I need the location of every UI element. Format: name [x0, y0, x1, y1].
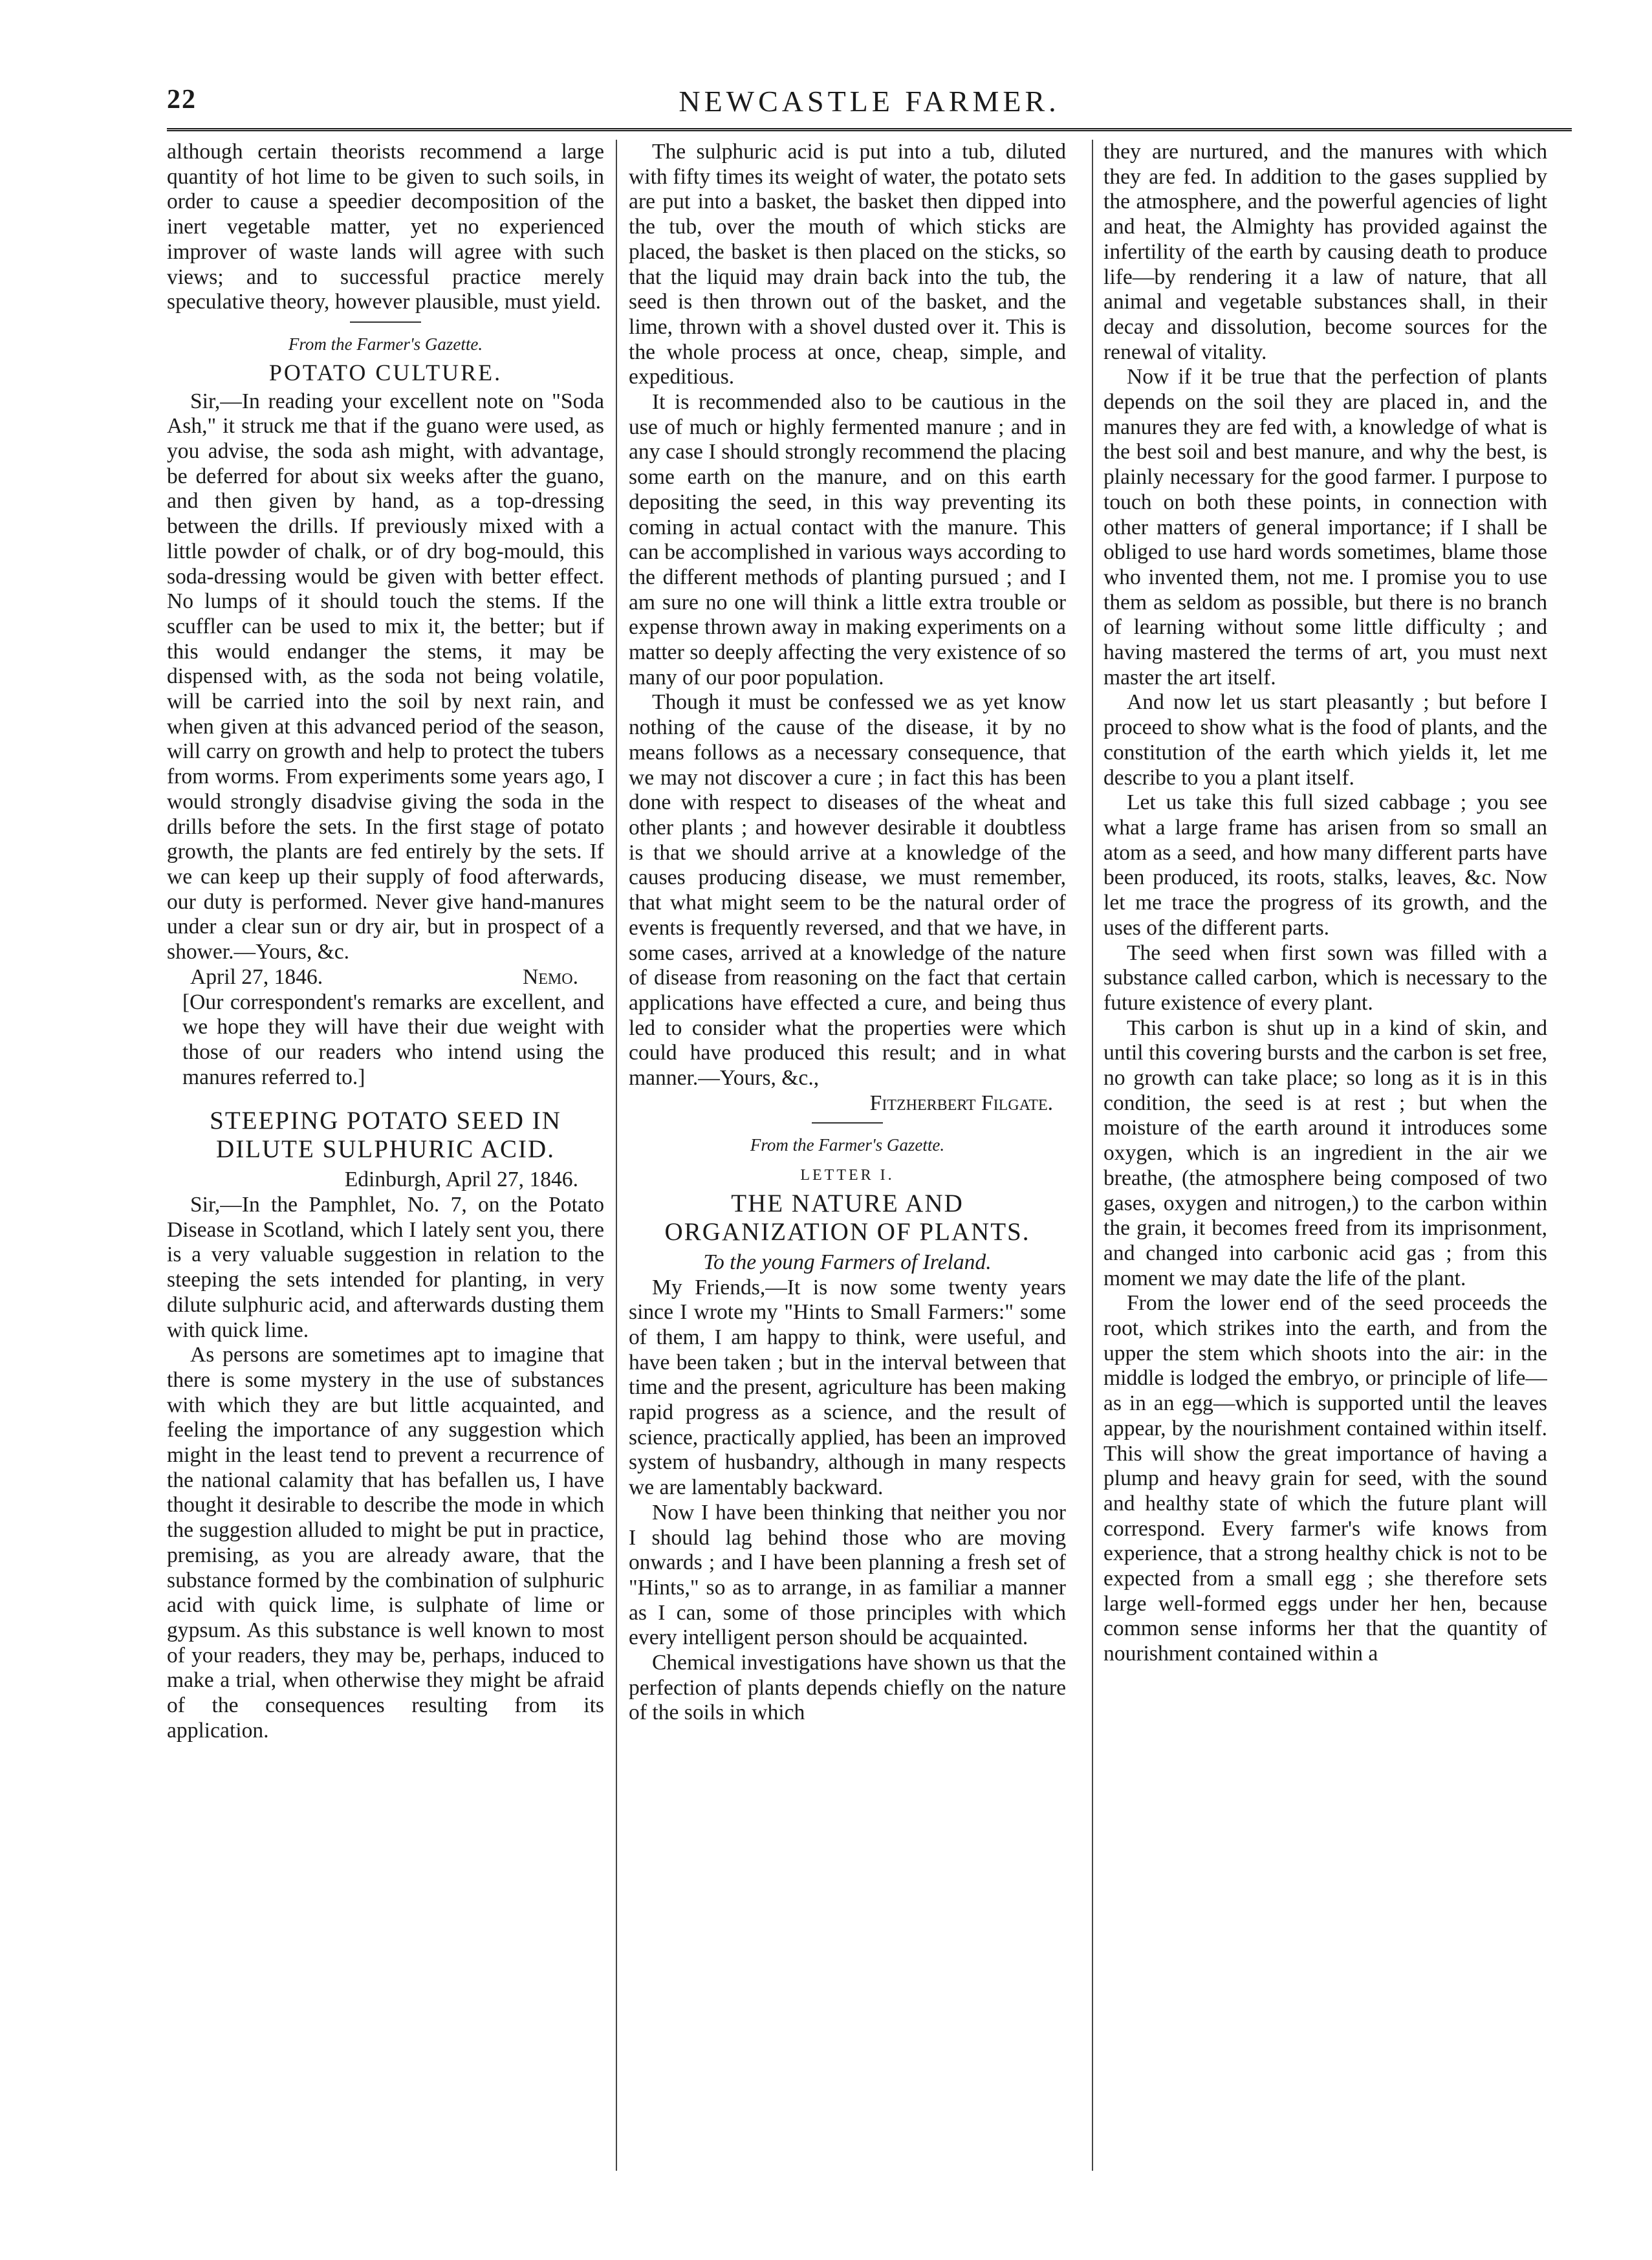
article-paragraph: The seed when first sown was filled with a substance called carbon, which is necessary to the future existence of every plant. — [1103, 940, 1547, 1015]
letter-date: April 27, 1846. — [190, 964, 323, 989]
article-paragraph: It is recommended also to be cautious in the use of much or highly fermented manure ; and in any case I should strongly recommend the placing some earth on the manure, and on this earth depositing the seed, in this way preventing its coming in actual contact with the manure. This can be accomplished in various ways according to the different methods of planting pursued ; and I am sure no one will think a little extra trouble or expense thrown away in making experiments on a matter so deeply affecting the very existence of so many of our poor population. — [629, 390, 1066, 690]
source-note: From the Farmer's Gazette. — [288, 334, 483, 354]
article-paragraph: Chemical investigations have shown us that the perfection of plants depends chiefly on the nature of the soils in which — [629, 1651, 1066, 1725]
dedication: To the young Farmers of Ireland. — [703, 1250, 992, 1274]
column-3 — [1103, 140, 1547, 2164]
editor-note: [Our correspondent's remarks are excellent, and we hope they will have their due weight with those of our readers who intend using the manures referred to.] — [182, 990, 604, 1089]
article-paragraph: Now if it be true that the perfection of plants depends on the soil they are placed in, and the manures they are fed with, a knowledge of what is the best soil and best manure, and why the best, is plainly necessary for the good farmer. I purpose to touch on both these points, in connection with other matters of general importance; if I shall be obliged to use hard words sometimes, blame those who invented them, not me. I promise you to use them as seldom as possible, but there is no branch of learning without some little difficulty ; and having mastered the terms of art, you must next master the art itself. — [1103, 365, 1547, 690]
running-head — [167, 84, 1572, 125]
article-paragraph: Let us take this full sized cabbage ; you see what a large frame has arisen from so small an atom as a seed, and how many different parts have been produced, its roots, stalks, leaves, &c. Now let me trace the progress of its growth, and the uses of the different parts. — [1103, 790, 1547, 940]
journal-title: NEWCASTLE FARMER. — [679, 85, 1060, 118]
article-title-potato-culture: POTATO CULTURE. — [268, 359, 503, 386]
article-title-nature-of-plants: THE NATURE AND ORGANIZATION OF PLANTS. — [664, 1189, 1030, 1246]
source-note: From the Farmer's Gazette. — [750, 1135, 945, 1155]
signature-row — [167, 965, 604, 990]
article-paragraph: As persons are sometimes apt to imagine that there is some mystery in the use of substances with which they are but little acquainted, and feeling the importance of any suggestion which might in the least tend to prevent a recurrence of the national calamity that has befallen us, I have thought it desirable to describe the mode in which the suggestion alluded to might be put in practice, premising, as you are already aware, that the substance formed by the combination of sulphuric acid with quick lime, is sulphate of lime or gypsum. As this substance is well known to most of your readers, they may be, perhaps, induced to make a trial, when otherwise they might be afraid of the consequences resulting from its application. — [167, 1343, 604, 1743]
letter-number: LETTER I. — [800, 1167, 895, 1184]
section-rule — [350, 321, 421, 323]
article-paragraph: Sir,—In the Pamphlet, No. 7, on the Potato Disease in Scotland, which I lately sent you, there is a very valuable suggestion in relation to the steeping the sets intended for planting, in very dilute sulphuric acid, and afterwards dusting them with quick lime. — [167, 1193, 604, 1342]
article-paragraph: they are nurtured, and the manures with which they are fed. In addition to the gases supplied by the atmosphere, and the powerful agencies of light and heat, the Almighty has provided against the infertility of the earth by causing death to produce life—by rendering it a law of nature, that all animal and vegetable substances shall, in their decay and dissolution, become sources for the renewal of vitality. — [1103, 140, 1547, 364]
article-paragraph: The sulphuric acid is put into a tub, diluted with fifty times its weight of water, the potato sets are put into a basket, the basket then dipped into the tub, over the mouth of which sticks are placed, the basket is then placed on the sticks, so that the liquid may drain back into the tub, the seed is then thrown out of the basket, and the lime, thrown with a shovel dusted over it. This is the whole process at once, cheap, simple, and expeditious. — [629, 140, 1066, 389]
article-paragraph: This carbon is shut up in a kind of skin, and until this covering bursts and the carbon is set free, no growth can take place; so long as it is in this condition, the seed is at rest ; but when the moisture of the earth around it introduces some oxygen, which is an ingredient in the air we breathe, (the atmosphere being composed of two gases, oxygen and nitrogen,) to the carbon within the grain, it becomes freed from its imprisonment, and changed into carbonic acid gas ; from this moment we may date the life of the plant. — [1103, 1016, 1547, 1290]
page-number: 22 — [167, 85, 197, 114]
letter-signature: Fitzherbert Filgate. — [869, 1091, 1053, 1115]
article-paragraph: Though it must be confessed we as yet know nothing of the cause of the disease, it by no means follows as a necessary consequence, that we may not discover a cure ; in fact this has been done with respect to diseases of the wheat and other plants ; and however desirable it doubtless is that we should arrive at a knowledge of the causes producing disease, we must remember, that what might seem to be the natural order of events is frequently reversed, and that we have, in some cases, arrived at a knowledge of the nature of disease from reasoning on the fact that certain applications have effected a cure, and being thus led to consider what the properties were which could have produced this result; and in what manner.—Yours, &c., — [629, 690, 1066, 1091]
article-paragraph: My Friends,—It is now some twenty years since I wrote my "Hints to Small Farmers:" some of them, I am happy to think, were useful, and have been taken ; but in the interval between that time and the present, agriculture has been making rapid progress as a science, and the result of science, practically applied, has been an improved system of husbandry, although in many respects we are lamentably backward. — [629, 1275, 1066, 1500]
article-paragraph: Now I have been thinking that neither you nor I should lag behind those who are moving onwards ; and I have been planning a fresh set of "Hints," so as to arrange, in as familiar a manner as I can, some of those principles with which every intelligent person should be acquainted. — [629, 1500, 1066, 1650]
article-title-steeping-potato-seed: STEEPING POTATO SEED IN DILUTE SULPHURIC ACID. — [210, 1107, 561, 1164]
header-rule — [167, 128, 1572, 131]
column-2 — [629, 140, 1066, 2164]
dateline: Edinburgh, April 27, 1846. — [344, 1168, 578, 1192]
article-body-potato-culture: Sir,—In reading your excellent note on "Soda Ash," it struck me that if the guano were used, as you advise, the soda ash might, with advantage, be deferred for about six weeks after the guano, and then given by hand, as a top-dressing between the drills. If previously mixed with a little powder of chalk, or of dry bog-mould, this soda-dressing would be given with better effect. No lumps of it should touch the stems. If the scuffler can be used to mix it, the better; but if this would endanger the stems, it may be dispensed with, as the soda not being volatile, will be carried into the soil by next rain, and when given at this advanced period of the season, will carry on growth and help to protect the tubers from worms. From experiments some years ago, I would strongly disadvise giving the soda in the drills before the sets. In the first stage of potato growth, the plants are fed entirely by the sets. If we can keep up their supply of food afterwards, our duty is performed. Never give hand-manures under a clear sun or dry air, but in prospect of a shower.—Yours, &c. — [167, 389, 604, 964]
article-paragraph: From the lower end of the seed proceeds the root, which strikes into the earth, and from the upper the stem which shoots into the air: in the middle is lodged the embryo, or principle of life—as in an egg—which is supported until the leaves appear, by the nourishment contained within itself. This will show the great importance of having a plump and heavy grain for seed, with the sound and healthy state of which the future plant will correspond. Every farmer's wife knows from experience, that a strong healthy chick is not to be expected from a small egg ; she therefore sets large well-formed eggs under her hen, because common sense informs her that the quantity of nourishment contained within a — [1103, 1291, 1547, 1666]
article-paragraph: And now let us start pleasantly ; but before I proceed to show what is the food of plants, and the constitution of the earth which yields it, let me describe to you a plant itself. — [1103, 690, 1547, 790]
letter-signature: Nemo. — [523, 964, 578, 989]
continuation-paragraph: although certain theorists recommend a large quantity of hot lime to be given to such soils, in order to cause a speedier decomposition of the inert vegetable matter, yet no experienced improver of waste lands will agree with such views; and to successful practice merely speculative theory, however plausible, must yield. — [167, 140, 604, 314]
section-rule — [812, 1122, 883, 1124]
column-1 — [167, 140, 604, 2164]
column-divider-2 — [1092, 140, 1093, 2171]
column-divider-1 — [616, 140, 617, 2171]
